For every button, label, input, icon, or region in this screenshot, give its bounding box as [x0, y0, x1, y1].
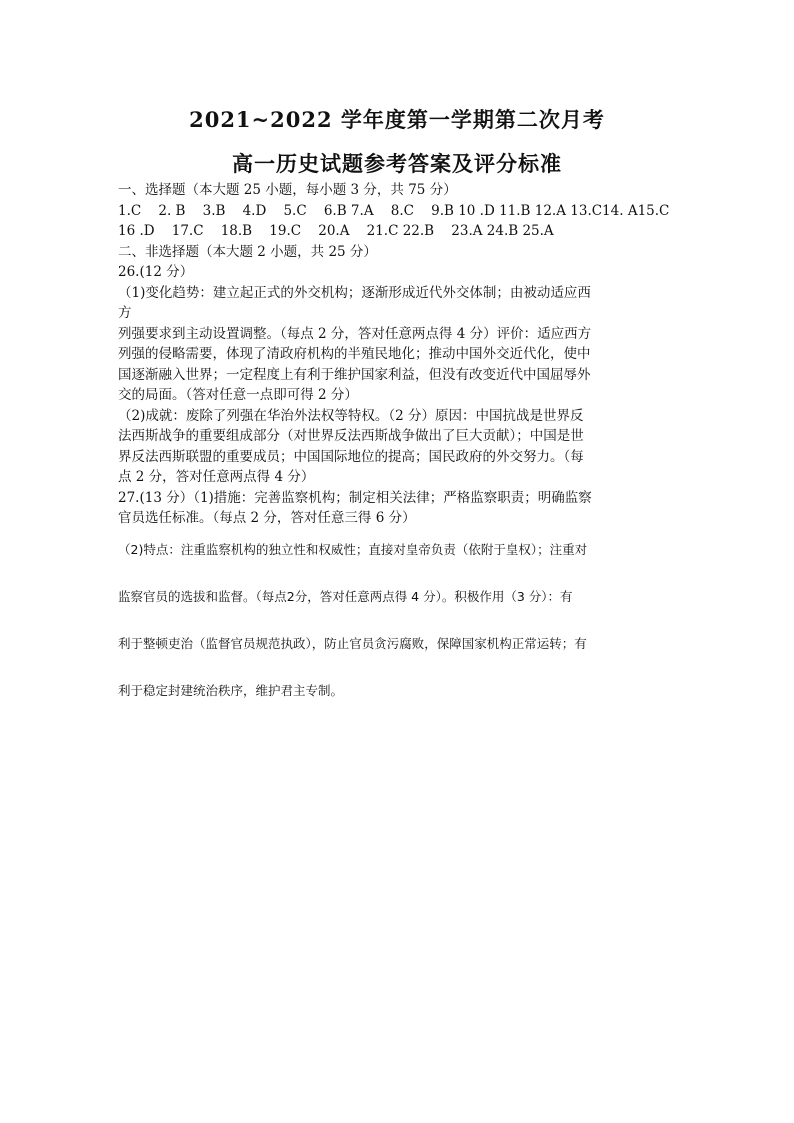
q27-part1-line: 27.(13 分）（1)措施：完善监察机构；制定相关法律；严格监察职责；明确监察	[118, 489, 592, 506]
q26-part1-line: 方	[118, 305, 132, 321]
choice-answers-row-1: 1.C 2. B 3.B 4.D 5.C 6.B 7.A 8.C 9.B 10 .D 11.B 12.A 13.C14. A15.C	[118, 202, 670, 219]
q26-part1-line: 国逐渐融入世界；一定程度上有利于维护国家利益，但没有改变近代中国屈辱外	[118, 366, 591, 383]
choice-answers-row-2: 16 .D 17.C 18.B 19.C 20.A 21.C 22.B 23.A 24.B 25.A	[118, 223, 554, 239]
answer-body	[118, 180, 678, 529]
q27-part2-block	[118, 540, 678, 728]
q27-part1-line: 官员选任标准。（每点 2 分，答对任意三得 6 分）	[118, 510, 416, 526]
q27-part2-line: 利于稳定封建统治秩序，维护君主专制。	[118, 683, 344, 698]
section-two-heading: 二、非选择题（本大题 2 小题，共 25 分）	[118, 243, 377, 260]
q26-part2-line: 点 2 分，答对任意两点得 4 分）	[118, 469, 315, 485]
q26-part2-line: （2)成就：废除了列强在华治外法权等特权。（2 分）原因：中国抗战是世界反	[118, 407, 584, 424]
q27-part2-line: 监察官员的选拔和监督。（每点2分，答对任意两点得 4 分）。积极作用（3 分）：有	[118, 589, 573, 604]
q26-part1-line: 交的局面。（答对任意一点即可得 2 分）	[118, 387, 358, 403]
q26-part2-line: 界反法西斯联盟的重要成员；中国国际地位的提高；国民政府的外交努力。（每	[118, 448, 584, 465]
question-26-header: 26.(12 分）	[118, 264, 194, 280]
q26-part1-line: 列强要求到主动设置调整。（每点 2 分，答对任意两点得 4 分）评价：适应西方	[118, 325, 592, 342]
q26-part1-line: 列强的侵略需要，体现了清政府机构的半殖民地化；推动中国外交近代化，使中	[118, 346, 591, 362]
q27-part2-line: （2)特点：注重监察机构的独立性和权威性；直接对皇帝负责（依附于皇权）；注重对	[118, 542, 588, 557]
exam-title: 2021~2022 学年度第一学期第二次月考	[189, 107, 605, 132]
q26-part2-line: 法西斯战争的重要组成部分（对世界反法西斯战争做出了巨大贡献）；中国是世	[118, 428, 584, 444]
q26-part1-line: （1)变化趋势：建立起正式的外交机构；逐渐形成近代外交体制；由被动适应西	[118, 284, 591, 301]
exam-subtitle: 高一历史试题参考答案及评分标准	[232, 151, 562, 176]
q27-part2-line: 利于整顿吏治（监督官员规范执政），防止官员贪污腐败，保障国家机构正常运转；有	[118, 636, 587, 651]
section-one-heading: 一、选择题（本大题 25 小题，每小题 3 分，共 75 分）	[118, 182, 457, 198]
